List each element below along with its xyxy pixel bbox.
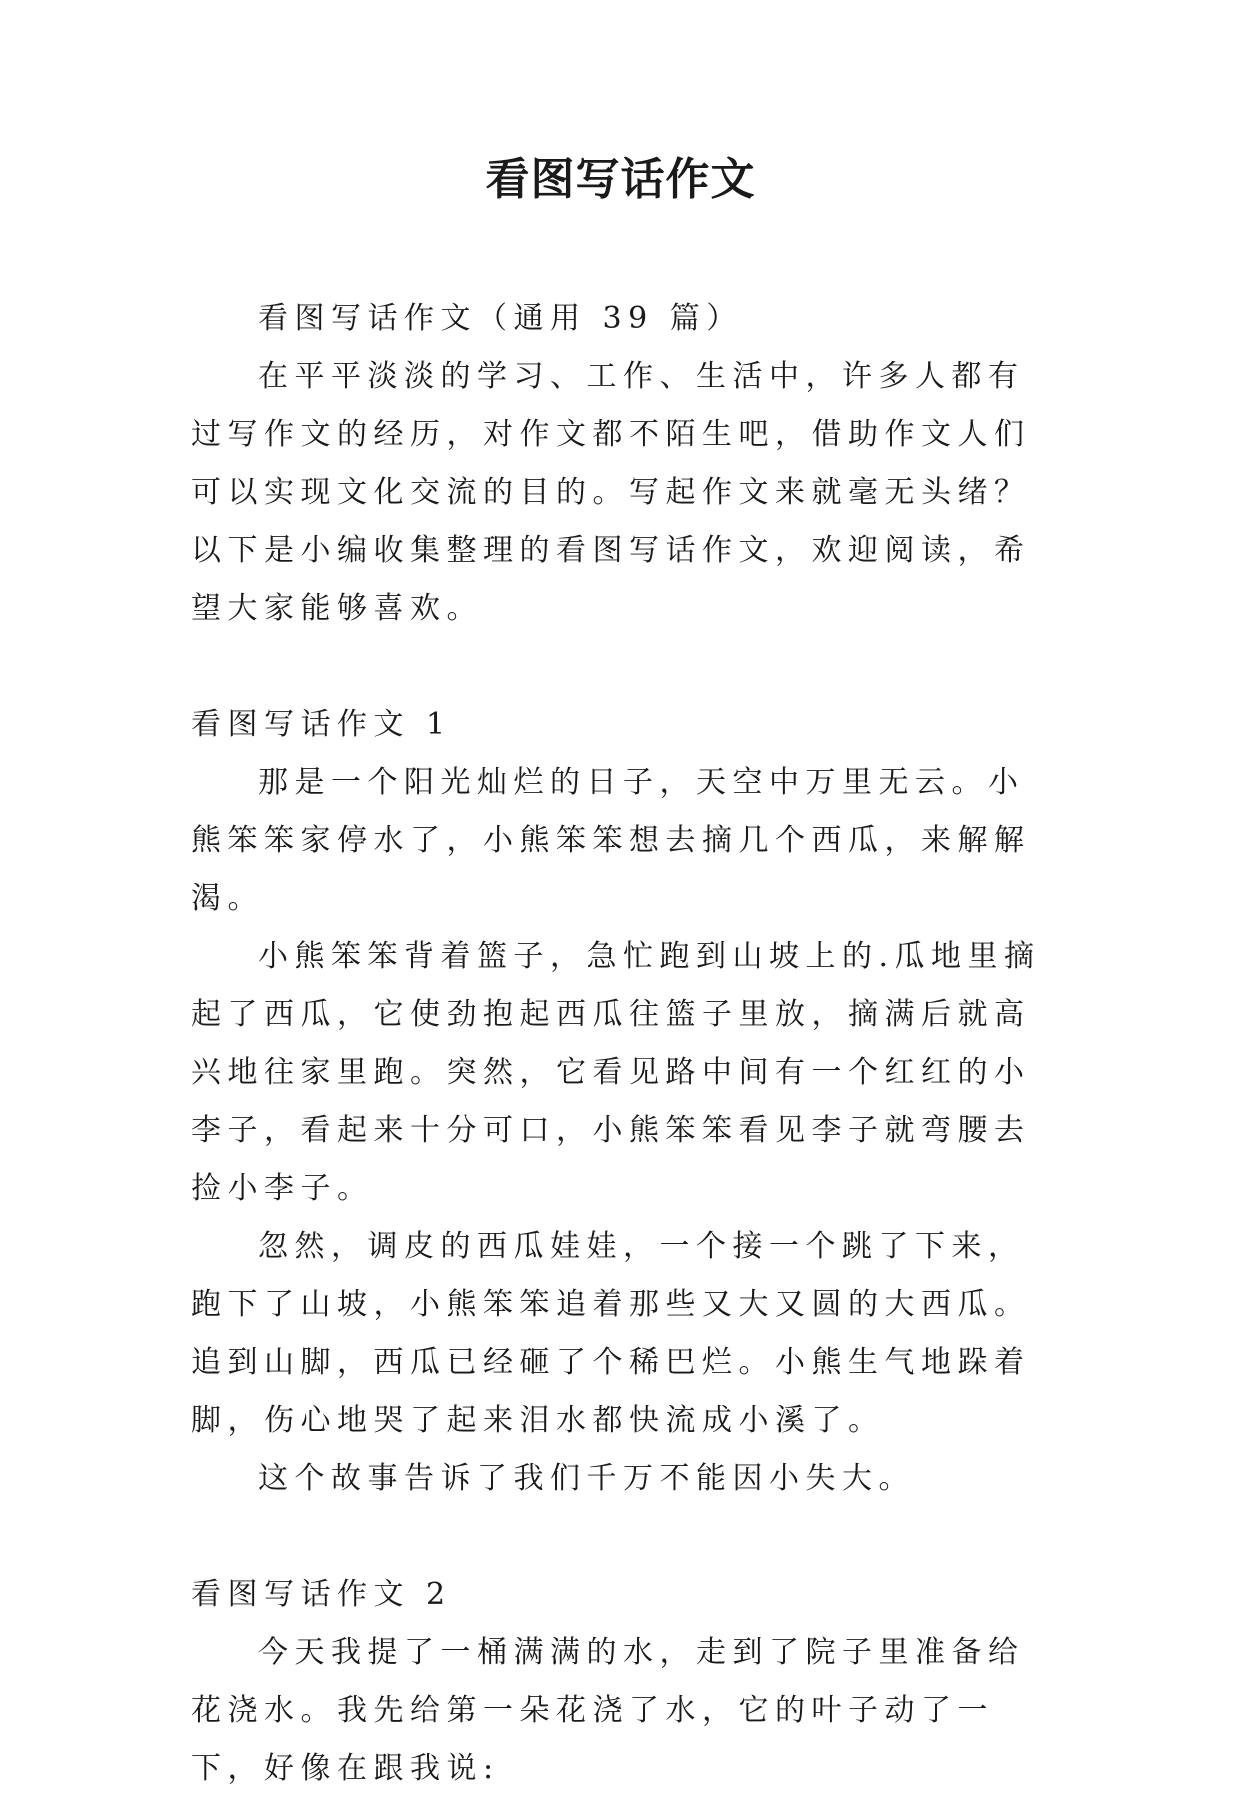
- section-paragraph: 小熊笨笨背着篮子，急忙跑到山坡上的.瓜地里摘起了西瓜，它使劲抱起西瓜往篮子里放，摘满后就高兴地往家里跑。突然，它看见路中间有一个红红的小李子，看起来十分可口，小熊笨笨看见李子就弯腰去捡小李子。: [191, 939, 1041, 1206]
- section-paragraph: 今天我提了一桶满满的水，走到了院子里准备给花浇水。我先给第一朵花浇了水，它的叶子动了一下，好像在跟我说:: [191, 1635, 1025, 1786]
- section-spacer: [191, 1508, 1053, 1566]
- document-subtitle: 看图写话作文（通用 39 篇）: [258, 301, 743, 336]
- section-paragraph: 忽然，调皮的西瓜娃娃，一个接一个跳了下来，跑下了山坡，小熊笨笨追着那些又大又圆的大西瓜。追到山脚，西瓜已经砸了个稀巴烂。小熊生气地跺着脚，伤心地哭了起来泪水都快流成小溪了。: [191, 1229, 1031, 1438]
- section-heading: 看图写话作文 1: [191, 707, 452, 742]
- intro-paragraph: 在平平淡淡的学习、工作、生活中，许多人都有过写作文的经历，对作文都不陌生吧，借助作文人们可以实现文化交流的目的。写起作文来就毫无头绪？以下是小编收集整理的看图写话作文，欢迎阅读，希望大家能够喜欢。: [191, 359, 1031, 626]
- document-title: 看图写话作文: [485, 154, 756, 205]
- section-heading: 看图写话作文 2: [191, 1577, 452, 1612]
- section-paragraph: 那是一个阳光灿烂的日子，天空中万里无云。小熊笨笨家停水了，小熊笨笨想去摘几个西瓜，来解解渴。: [191, 765, 1031, 916]
- section-paragraph: 这个故事告诉了我们千万不能因小失大。: [258, 1461, 915, 1496]
- section-spacer: [191, 638, 1053, 696]
- document-body: [191, 290, 1053, 1798]
